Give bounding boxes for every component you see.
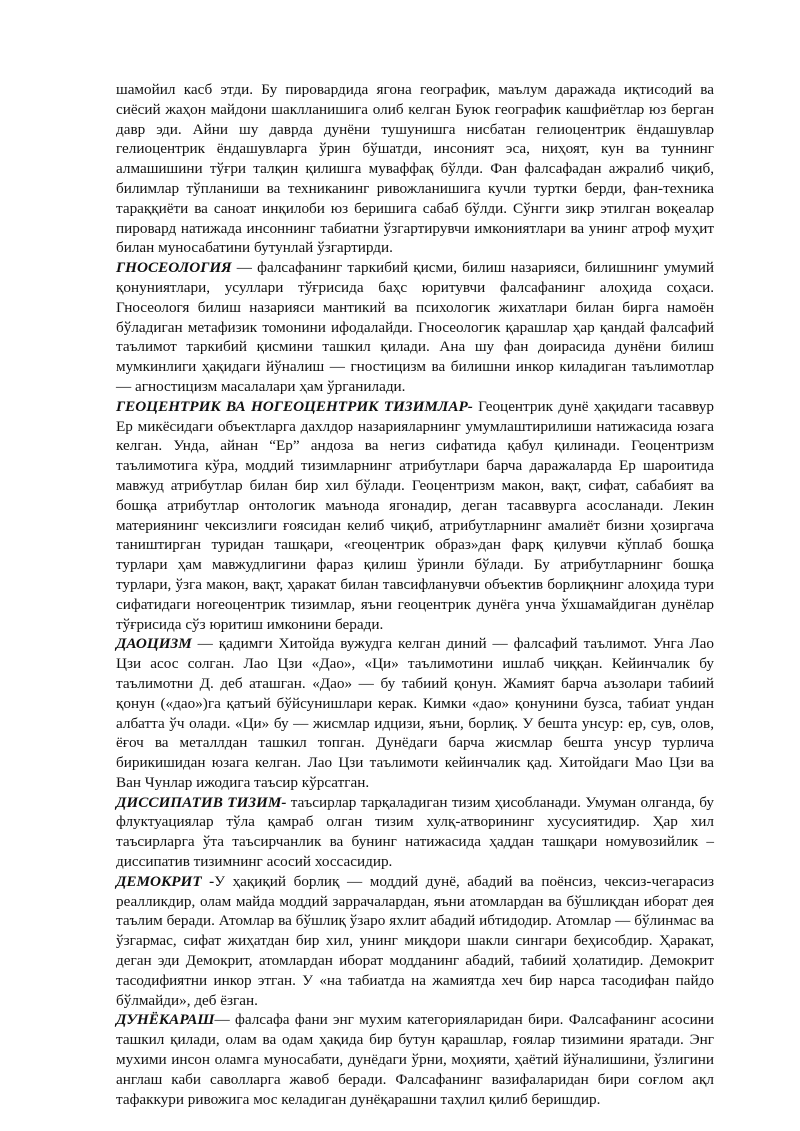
entry-democritus: [116, 872, 714, 1011]
entry-definition: — фалсафанинг таркибий қисми, билиш назарияси, билишнинг умумий қонуниятлари, усуллари тўғрисида баҳс юритувчи фалсафанинг алоҳида соҳаси. Гносеологя билиш назарияси мантикий ва психологик жихатлари билан бирга намоён бўладиган метафизик томонини ифодалайди. Гносеологик қарашлар ҳар қандай фалсафий таълимот таркибий қисмини ташкил қилади. Ана шу фан доирасида дунёни билиш мумкинлиги ҳақидаги йўналиш — гностицизм ва билишни инкор киладиган таълимотлар — агностицизм масалалари ҳам ўрганилади.: [116, 259, 714, 395]
entry-geocentric-systems: [116, 397, 714, 635]
entry-term: ГНОСЕОЛОГИЯ: [116, 259, 237, 277]
paragraph-text: шамойил касб этди. Бу пировардида ягона географик, маълум даражада иқтисодий ва сиёсий жаҳон майдони шаклланишига олиб келган Буюк географик кашфиётлар юз берган давр эди. Айни шу даврда дунёни тушунишга нисбатан гелиоцентрик ёндашувлар гелиоцентрик ёндашувларга ўрин бўшатди, инсоният эса, ниҳоят, кун ва туннинг алмашишини тўғри талқин қилишга муваффақ бўлди. Фан фалсафадан ажралиб чиқиб, билимлар тўпланиши ва техниканинг ривожланишига кучли туртки берди, фан-техника тараққиёти ва саноат инқилоби юз беришига сабаб бўлди. Сўнгги зикр этилган воқеалар пировард натижада инсоннинг табиатни ўзгартирувчи имкониятлари ва унинг атроф муҳит билан муносабатини бутунлай ўзгартирди.: [116, 81, 714, 257]
entry-term: ДИССИПАТИВ ТИЗИМ-: [116, 793, 287, 811]
entry-definition: У ҳақиқий борлиқ — моддий дунё, абадий ва поёнсиз, чексиз-чегарасиз реалликдир, олам майда моддий заррачалардан, яъни атомлардан ва бўшлиқдан иборат дея таълим беради. Атомлар ва бўшлиқ ўзаро яхлит абадий ибтидодир. Атомлар — бўлинмас ва ўзгармас, сифат жиҳатдан бир хил, унинг миқдори шакли сингари беҳисобдир. Ҳаракат, деган эди Демокрит, атомлардан иборат модданинг абадий, табиий ҳолатидир. Демокрит тасодифиятни инкор этган. У «на табиатда на жамиятда хеч бир нарса тасодифан пайдо бўлмайди», деб ёзган.: [116, 872, 714, 1009]
entry-definition: Геоцентрик дунё ҳақидаги тасаввур Ер микёсидаги объектларга дахлдор назарияларнинг умумлаштирилиши натижасида юзага келган. Унда, айнан “Ер” андоза ва негиз сифатида қабул қилинади. Геоцентризм таълимотига кўра, моддий тизимларнинг атрибутлари барча даражаларда Ер шароитида мавжуд атрибутлар билан бир хил бўлади. Геоцентризм макон, вақт, сифат, сабабият ва бошқа атрибутлар онтологик маънода ягонадир, деган тасаввурга асосланади. Лекин материянинг чексизлиги ғоясидан келиб чиқиб, атрибутларнинг амалиёт бизни ҳозиргача таништирган туридан ташқари, «геоцентрик образ»дан фарқ қилувчи кўплаб бошқа турлари ҳам мавжудлигини фараз қилиш ўринли бўлади. Бу атрибутларнинг бошқа турлари, ўзга макон, вақт, ҳаракат билан тавсифланувчи объектив борлиқнинг алоҳида тури сифатидаги ногеоцентрик тизимлар, яъни геоцентрик дунёга унча ўхшамайдиган дунёлар тўғрисида сўз юритиш имконини беради.: [116, 397, 714, 633]
entry-definition: — фалсафа фани энг мухим категорияларидан бири. Фалсафанинг асосини ташкил қилади, олам ва одам ҳақида бир бутун қарашлар, ғоялар тизимини яратади. Энг мухими инсон оламга муносабати, дунёдаги ўрни, моҳияти, ҳаётий йўналишини, ўзлигини англаш каби саволларга жавоб беради. Фалсафанинг вазифаларидан бири соғлом ақл тафаккури ривожига мос келадиган дунёқарашни таҳлил қилиб беришдир.: [116, 1011, 714, 1108]
entry-gnoseology: [116, 258, 714, 397]
entry-definition: — қадимги Хитойда вужудга келган диний — фалсафий таълимот. Унга Лао Цзи асос солган. Лао Цзи «Дао», «Ци» таълимотини ишлаб чиққан. Кейинчалик бу таълимотни Д. деб аташган. «Дао» — бу табиий қонун. Жамият барча аъзолари табиий қонун («дао»)га қатъий бўйсунишлари керак. Кимки «дао» қонунини бузса, табиат ундан албатта ўч олади. «Ци» бу — жисмлар идцизи, яъни, борлиқ. У бешта унсур: ер, сув, олов, ёғоч ва металлдан ташкил топган. Дунёдаги барча жисмлар бешта унсур турлича бирикишидан юзага келган. Лао Цзи таълимоти кейинчалик қад. Хитойдаги Мао Цзи ва Ван Чунлар ижодига таъсир кўрсатган.: [116, 635, 714, 791]
entry-dissipative-system: [116, 793, 714, 872]
paragraph-intro: [116, 80, 714, 258]
entry-term: ДЕМОКРИТ -: [116, 872, 215, 890]
entry-term: ДАОЦИЗМ: [116, 635, 192, 653]
entry-daoism: [116, 634, 714, 792]
entry-definition: таъсирлар тарқаладиган тизим ҳисобланади. Умуман олганда, бу флуктуациялар тўла қамраб олган тизим хулқ-атворининг хусусиятидир. Ҳар хил таъсирларга ўта таъсирчанлик ва бунинг натижасида ҳаддан ташқари номувозийлик – диссипатив тизимнинг асосий хоссасидир.: [116, 793, 714, 871]
entry-term: ГЕОЦЕНТРИК ВА НОГЕОЦЕНТРИК ТИЗИМЛАР-: [116, 397, 473, 415]
entry-worldview: [116, 1010, 714, 1109]
entry-term: ДУНЁКАРАШ: [116, 1011, 215, 1029]
